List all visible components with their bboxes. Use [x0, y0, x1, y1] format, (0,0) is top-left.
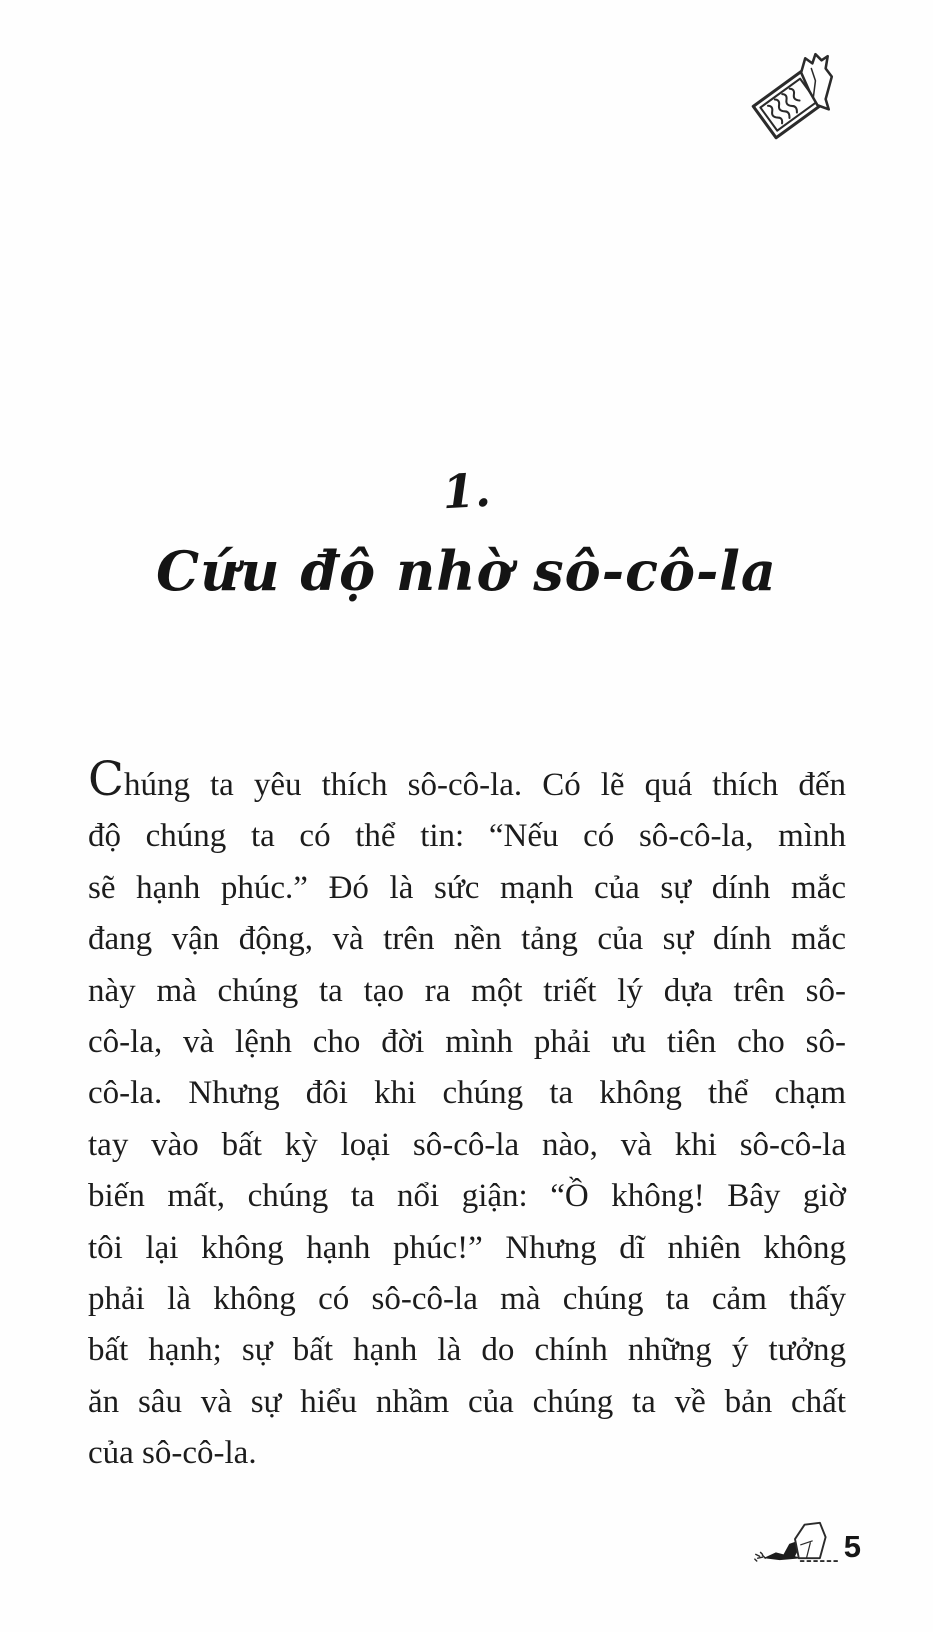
body-line: cô-la. Nhưng đôi khi chúng ta không thể chạm: [88, 1075, 846, 1112]
page-number: 5: [843, 1529, 861, 1565]
body-line: phải là không có sô-cô-la mà chúng ta cảm thấy: [88, 1281, 846, 1318]
chapter-title: Cứu độ nhờ sô-cô-la: [156, 539, 777, 603]
chocolate-bar-icon: [748, 46, 842, 140]
body-line: [88, 752, 846, 811]
body-line: ăn sâu và sự hiểu nhầm của chúng ta về bản chất: [88, 1383, 846, 1420]
body-line: của sô-cô-la.: [88, 1435, 257, 1472]
body-line: độ chúng ta có thể tin: “Nếu có sô-cô-la, mình: [88, 818, 846, 855]
body-line: tôi lại không hạnh phúc!” Nhưng dĩ nhiên không: [88, 1229, 846, 1266]
body-line: này mà chúng ta tạo ra một triết lý dựa trên sô-: [88, 972, 846, 1009]
body-line-text: húng ta yêu thích sô-cô-la. Có lẽ quá thích đến: [123, 767, 846, 803]
body-text: [88, 752, 846, 1480]
body-line: biến mất, chúng ta nổi giận: “Ồ không! Bây giờ: [88, 1178, 846, 1215]
body-line: đang vận động, và trên nền tảng của sự dính mắc: [88, 921, 846, 958]
chapter-number: 1.: [441, 462, 492, 520]
page-footer: [751, 1516, 861, 1564]
chocolate-wrapper-icon: [751, 1516, 839, 1564]
drop-cap: C: [88, 752, 124, 807]
body-line: cô-la, và lệnh cho đời mình phải ưu tiên cho sô-: [88, 1024, 846, 1061]
body-line: sẽ hạnh phúc.” Đó là sức mạnh của sự dính mắc: [88, 869, 846, 906]
body-line: tay vào bất kỳ loại sô-cô-la nào, và khi sô-cô-la: [88, 1126, 846, 1163]
body-line: bất hạnh; sự bất hạnh là do chính những ý tưởng: [88, 1332, 846, 1369]
